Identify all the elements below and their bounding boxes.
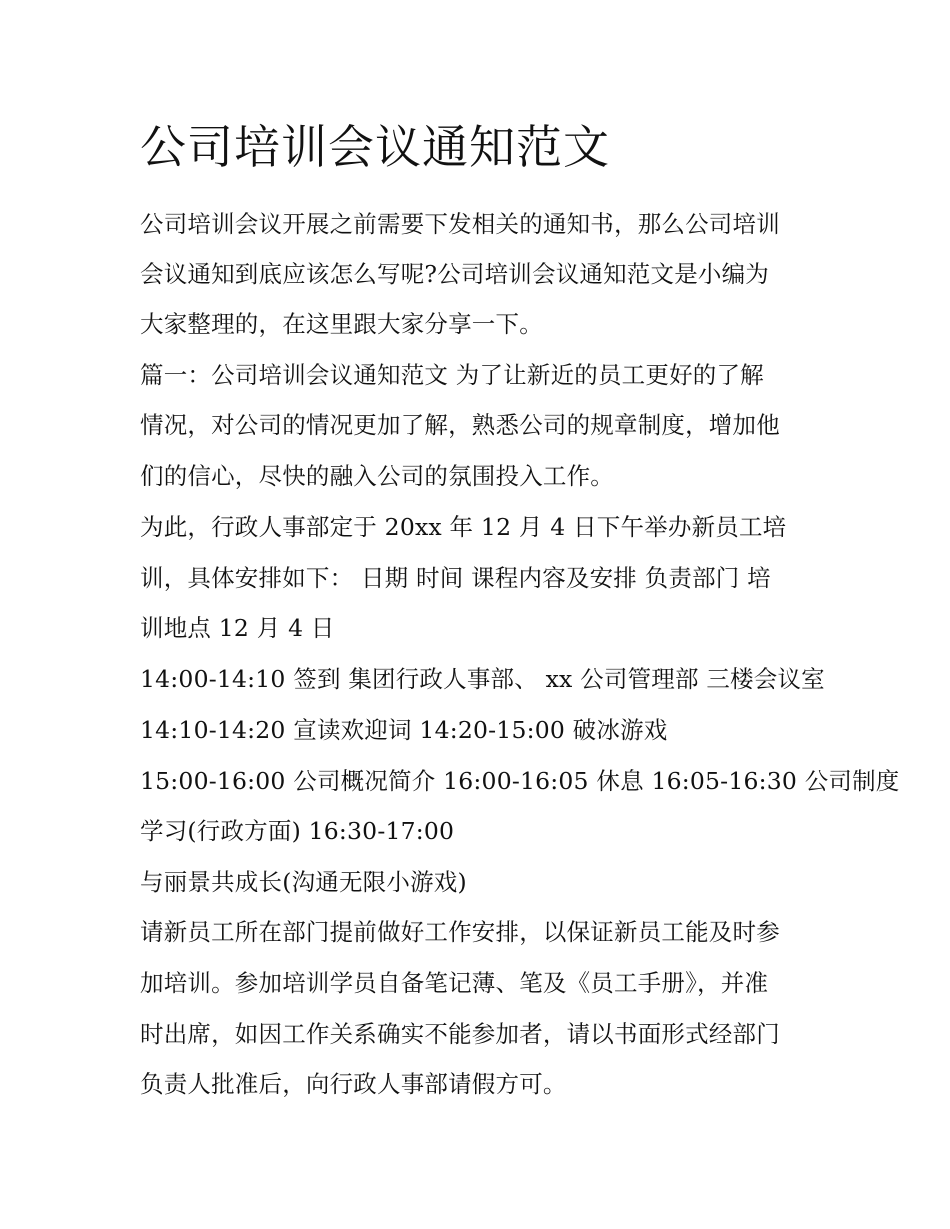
body-line-15: 请新员工所在部门提前做好工作安排，以保证新员工能及时参 — [140, 918, 780, 946]
body-line-7: 为此，行政人事部定于 20xx 年 12 月 4 日下午举办新员工培 — [140, 513, 787, 541]
body-line-6: 们的信心，尽快的融入公司的氛围投入工作。 — [140, 462, 614, 490]
body-line-17: 时出席，如因工作关系确实不能参加者，请以书面形式经部门 — [140, 1020, 780, 1048]
body-line-14: 与丽景共成长(沟通无限小游戏) — [140, 868, 467, 896]
body-line-3: 大家整理的，在这里跟大家分享一下。 — [140, 310, 543, 338]
body-line-12: 15:00-16:00 公司概况简介 16:00-16:05 休息 16:05-16:30 公司制度 — [140, 767, 900, 795]
body-line-5: 情况，对公司的情况更加了解，熟悉公司的规章制度，增加他 — [140, 411, 780, 439]
body-line-1: 公司培训会议开展之前需要下发相关的通知书，那么公司培训 — [140, 210, 780, 238]
page-title: 公司培训会议通知范文 — [140, 120, 610, 174]
body-line-10: 14:00-14:10 签到 集团行政人事部、 xx 公司管理部 三楼会议室 — [140, 665, 825, 693]
body-line-2: 会议通知到底应该怎么写呢?公司培训会议通知范文是小编为 — [140, 260, 769, 288]
body-line-11: 14:10-14:20 宣读欢迎词 14:20-15:00 破冰游戏 — [140, 716, 668, 744]
body-line-16: 加培训。参加培训学员自备笔记薄、笔及《员工手册》，并准 — [140, 969, 769, 997]
body-line-18: 负责人批准后，向行政人事部请假方可。 — [140, 1070, 567, 1098]
body-line-8: 训，具体安排如下： 日期 时间 课程内容及安排 负责部门 培 — [140, 564, 771, 592]
body-line-13: 学习(行政方面) 16:30-17:00 — [140, 817, 455, 845]
body-line-9: 训地点 12 月 4 日 — [140, 614, 335, 642]
body-line-4: 篇一：公司培训会议通知范文 为了让新近的员工更好的了解 — [140, 361, 764, 389]
